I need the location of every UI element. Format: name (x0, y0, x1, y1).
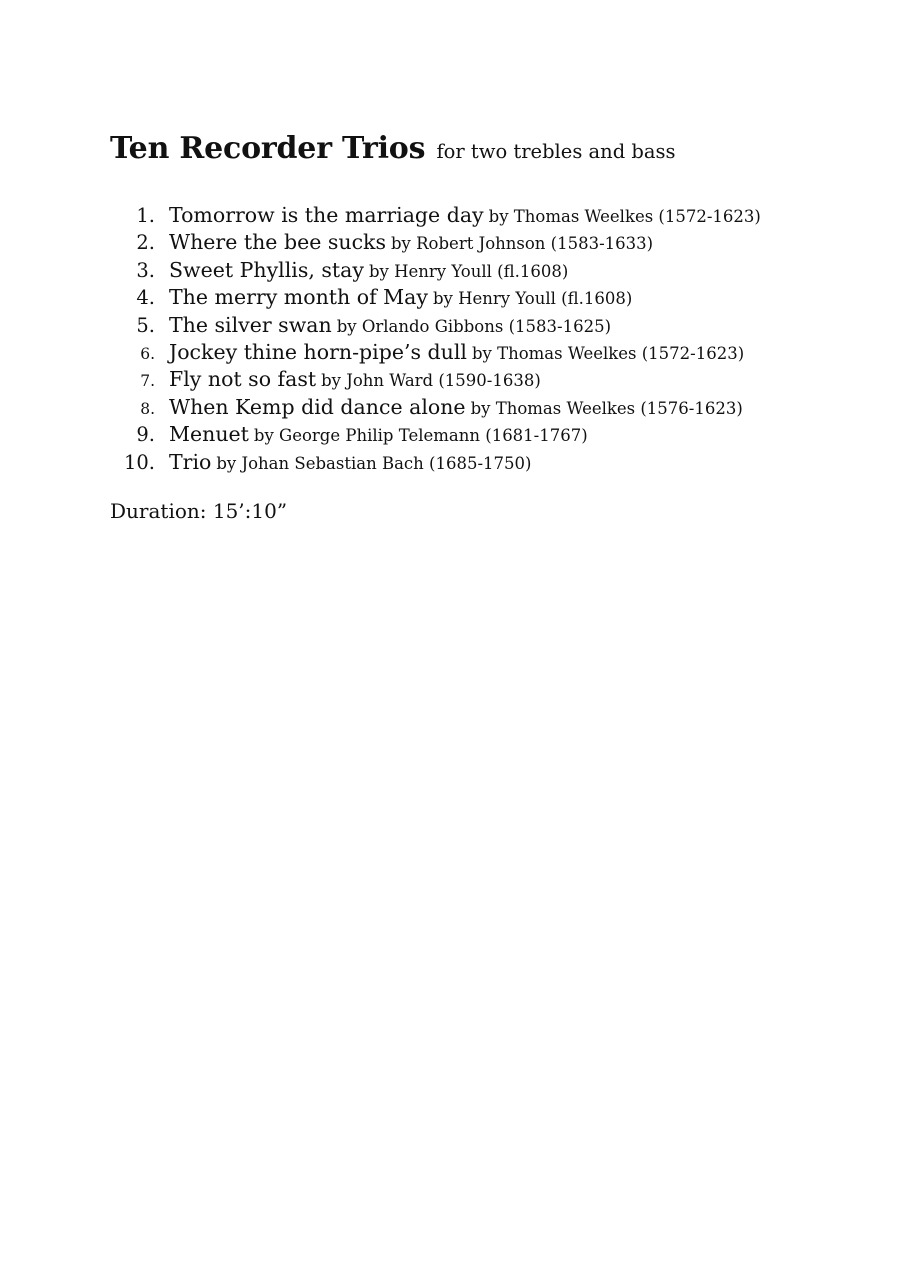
document-title: Ten Recorder Trios (110, 131, 426, 166)
piece-number: 2. (136, 231, 155, 255)
list-item (110, 203, 830, 230)
piece-author: by Thomas Weelkes (1572-1623) (471, 343, 745, 363)
document-subtitle: for two trebles and bass (436, 140, 676, 163)
page-heading (110, 128, 830, 167)
piece-number: 9. (136, 423, 155, 447)
list-item (110, 395, 830, 422)
list-item (110, 450, 830, 477)
piece-author: by Henry Youll (fl.1608) (432, 289, 633, 309)
piece-number: 4. (136, 286, 155, 310)
document-page (110, 128, 830, 523)
piece-author: by Henry Youll (fl.1608) (368, 261, 569, 281)
piece-title: Tomorrow is the marriage day (169, 203, 484, 227)
list-item (110, 285, 830, 312)
piece-number: 3. (136, 258, 155, 282)
list-item (110, 340, 830, 367)
piece-author: by Robert Johnson (1583-1633) (391, 234, 654, 254)
piece-title: Where the bee sucks (169, 230, 386, 255)
list-item (110, 313, 830, 340)
piece-author: by Orlando Gibbons (1583-1625) (336, 316, 611, 336)
piece-title: The silver swan (169, 312, 332, 337)
piece-title: The merry month of May (169, 285, 428, 310)
list-item (110, 422, 830, 449)
list-item (110, 367, 830, 394)
list-item (110, 230, 830, 257)
piece-author: by Thomas Weelkes (1572-1623) (488, 207, 761, 226)
piece-title: Sweet Phyllis, stay (169, 257, 364, 282)
piece-number: 1. (136, 204, 155, 227)
piece-number: 10. (123, 450, 155, 474)
piece-author: by George Philip Telemann (1681-1767) (253, 426, 588, 446)
piece-title: Menuet (169, 422, 249, 447)
piece-author: by John Ward (1590-1638) (321, 371, 541, 391)
piece-list (110, 203, 830, 477)
piece-author: by Johan Sebastian Bach (1685-1750) (216, 453, 532, 473)
piece-number: 5. (136, 313, 155, 337)
piece-title: When Kemp did dance alone (169, 394, 466, 419)
piece-title: Jockey thine horn-pipe’s dull (169, 339, 467, 364)
piece-number: 6. (140, 344, 155, 363)
piece-title: Fly not so fast (169, 367, 317, 392)
piece-number: 7. (140, 372, 155, 391)
piece-number: 8. (140, 399, 155, 418)
duration-text: Duration: 15’:10” (110, 498, 288, 523)
piece-title: Trio (169, 449, 212, 474)
piece-author: by Thomas Weelkes (1576-1623) (470, 398, 743, 418)
list-item (110, 258, 830, 285)
